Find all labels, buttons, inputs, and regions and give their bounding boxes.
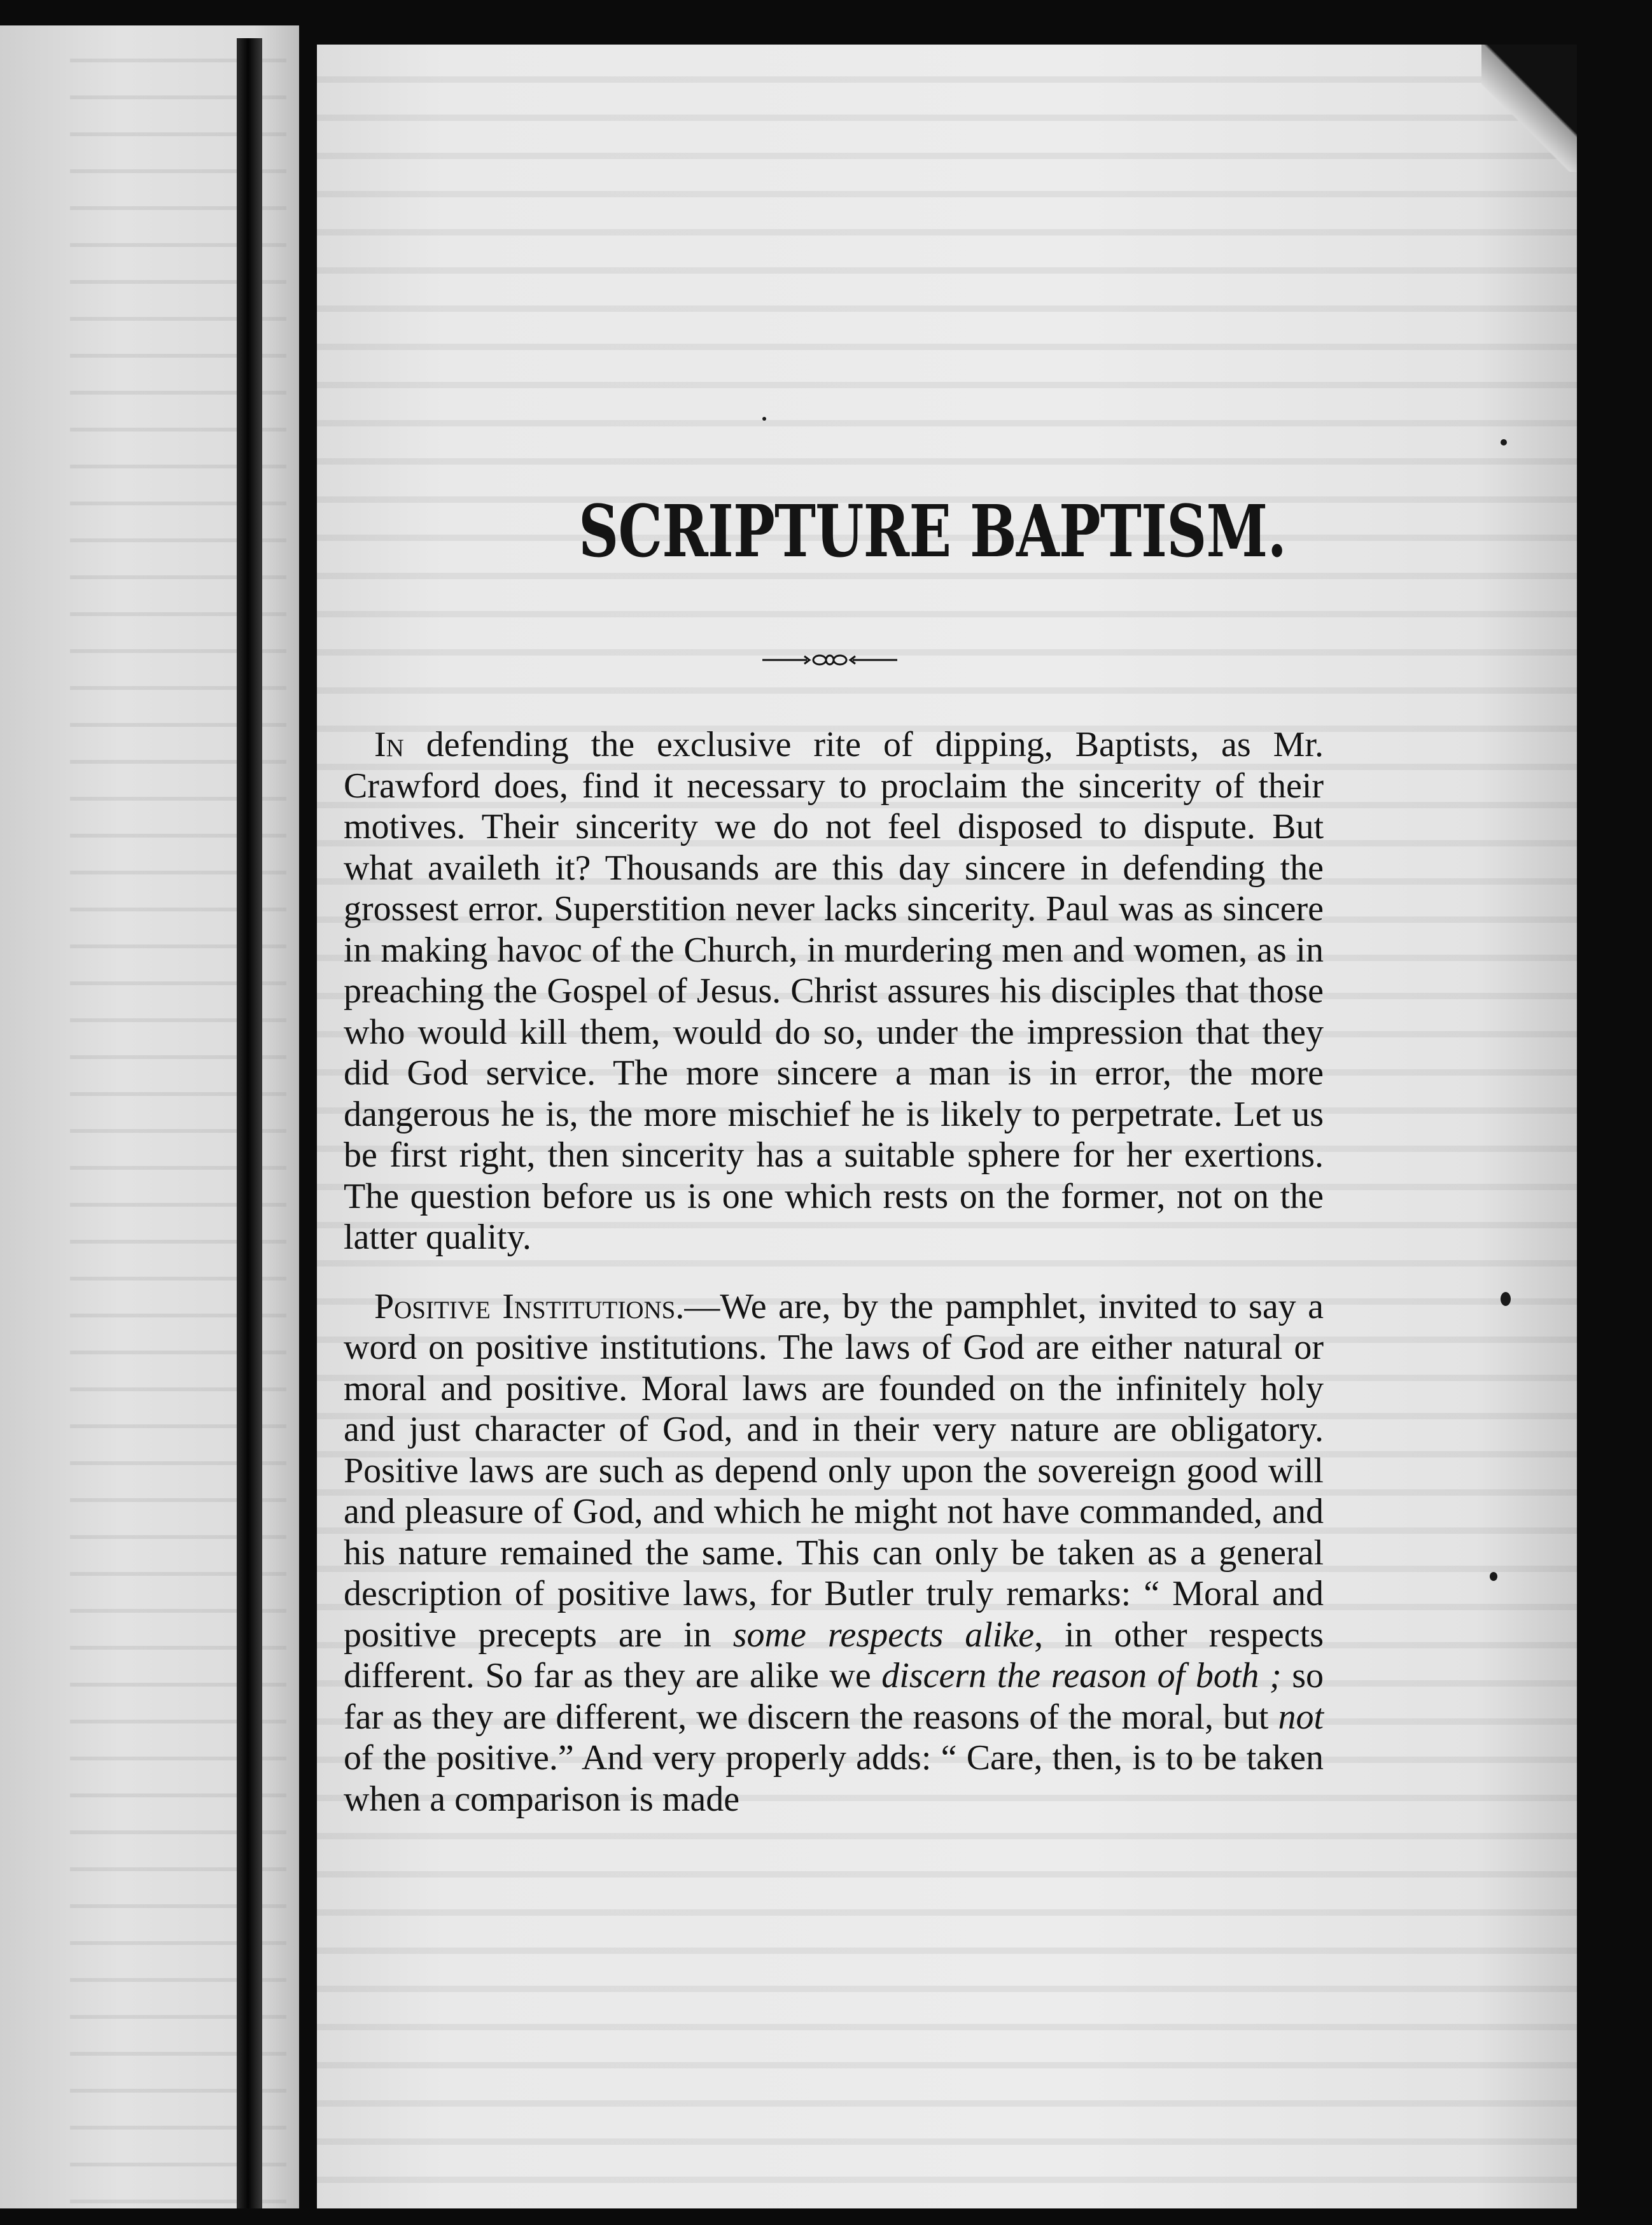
ornament-divider-icon: [762, 650, 897, 670]
emphasis-text: some respects alike: [732, 1615, 1035, 1655]
speck: [762, 417, 766, 421]
paragraph-text: of the positive.” And very properly adds: “ Care, then, is to be taken when a comparison is made: [344, 1738, 1324, 1819]
paragraph-positive-institutions: [344, 1286, 1324, 1820]
book-gutter: [237, 38, 262, 2208]
speck: [1501, 1292, 1511, 1306]
page-corner-fold: [1481, 45, 1577, 172]
page-title: SCRIPTURE BAPTISM.: [578, 490, 1287, 573]
speck: [1490, 1572, 1497, 1581]
emphasis-text: not: [1278, 1697, 1324, 1737]
paragraph-text: —We are, by the pamphlet, invited to say a word on positive institutions. The laws of God are either natural or moral and positive. Moral laws are founded on the infinitely holy and just character of God, and in their very nature are obligatory. Positive laws are such as depend only upon the sovereign good will and pleasure of God, and which he might not have commanded, and his nature remained the same. This can only be taken as a general description of positive laws, for Butler truly remarks: “ Moral and positive precepts are in: [344, 1286, 1324, 1655]
body-text: [344, 724, 1324, 1820]
emphasis-text: discern the reason of both ;: [881, 1656, 1282, 1695]
paragraph-sincerity: [344, 724, 1324, 1258]
paragraph-lead-word: In: [374, 725, 404, 764]
section-heading: Positive Institutions.: [374, 1286, 685, 1326]
paragraph-text: , in other respects different. So far as they are alike we: [344, 1615, 1324, 1695]
document-page: [317, 45, 1577, 2208]
paragraph-text: so far as they are different, we discern the reasons of the moral, but: [344, 1656, 1324, 1737]
speck: [1501, 439, 1507, 446]
paragraph-text: defending the exclusive rite of dipping, Baptists, as Mr. Crawford does, find it necessary to proclaim the sincerity of their motives. Their sincerity we do not feel disposed to dispute. But what availeth it? Thousands are this day sincere in defending the grossest error. Superstition never lacks sincerity. Paul was as sincere in making havoc of the Church, in murdering men and women, as in preaching the Gospel of Jesus. Christ assures his disciples that those who would kill them, would do so, under the impression that they did God service. The more sincere a man is in error, the more dangerous he is, the more mischief he is likely to perpetrate. Let us be first right, then sincerity has a suitable sphere for her exertions. The question before us is one which rests on the former, not on the latter quality.: [344, 725, 1324, 1257]
